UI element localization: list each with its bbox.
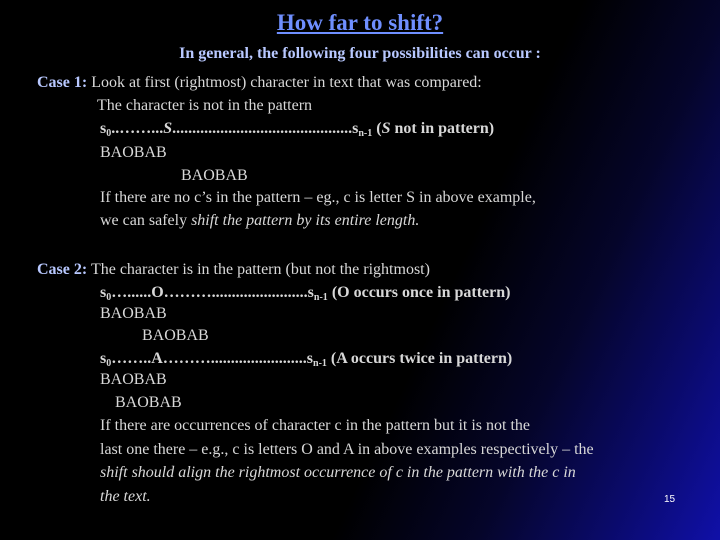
case2-explanation-2: last one there – e.g., c is letters O and A in above examples respectively – the [100,441,594,458]
case1-intro-line [37,74,482,92]
sub-n-1: n-1 [313,292,328,303]
sub-0: 0 [106,358,112,369]
case2-explanation-1: If there are occurrences of character c in the pattern but it is not the [100,417,531,434]
note-char: S [381,120,391,137]
case2-pattern-a2: BAOBAB [115,394,182,411]
case1-explanation-1: If there are no c’s in the pattern – eg., c is letter S in above example, [100,189,536,206]
text-s: s [100,284,107,301]
case2-text-a [100,350,512,373]
text-body: …......O………........................s [111,284,314,301]
text-body: ……..A………........................s [111,350,314,367]
note-text: not in pattern) [390,120,495,137]
case2-explanation-3: shift should align the rightmost occurrence of c in the pattern with the c in [100,464,576,481]
text-dots: .............................................s [172,120,359,137]
case2-pattern-a1: BAOBAB [100,371,167,388]
case2-intro-line [37,261,430,279]
note-text: (A occurs twice in pattern) [326,350,513,367]
case2-label: Case 2: [37,261,88,278]
text-char-s: S [163,120,173,137]
case1-pattern-1: BAOBAB [100,144,167,161]
case1-line2: The character is not in the pattern [97,97,313,114]
text-dots: ..……... [111,120,164,137]
sub-n-1: n-1 [358,128,373,139]
case1-text-string [100,120,494,143]
case2-explanation-4: the text. [100,488,151,505]
case1-explanation-2 [100,212,419,230]
case2-intro: The character is in the pattern (but not the rightmost) [90,261,430,278]
text-s: s [100,120,107,137]
expl-text: we can safely [100,212,192,229]
sub-n-1: n-1 [313,358,327,369]
slide-subtitle: In general, the following four possibilities can occur : [179,45,541,62]
slide-number: 15 [664,494,676,505]
slide-title: How far to shift? [276,10,444,35]
note-text: (O occurs once in pattern) [327,284,511,301]
case2-text-o [100,284,510,307]
sub-0: 0 [106,128,112,139]
case2-pattern-o1: BAOBAB [100,305,167,322]
note-open: ( [372,120,382,137]
case1-label: Case 1: [37,74,88,91]
text-s: s [100,350,107,367]
case1-pattern-2: BAOBAB [181,167,248,184]
case1-intro: Look at first (rightmost) character in text that was compared: [91,74,482,91]
expl-italic: shift the pattern by its entire length. [191,212,420,229]
case2-pattern-o2: BAOBAB [142,327,209,344]
sub-0: 0 [106,292,112,303]
